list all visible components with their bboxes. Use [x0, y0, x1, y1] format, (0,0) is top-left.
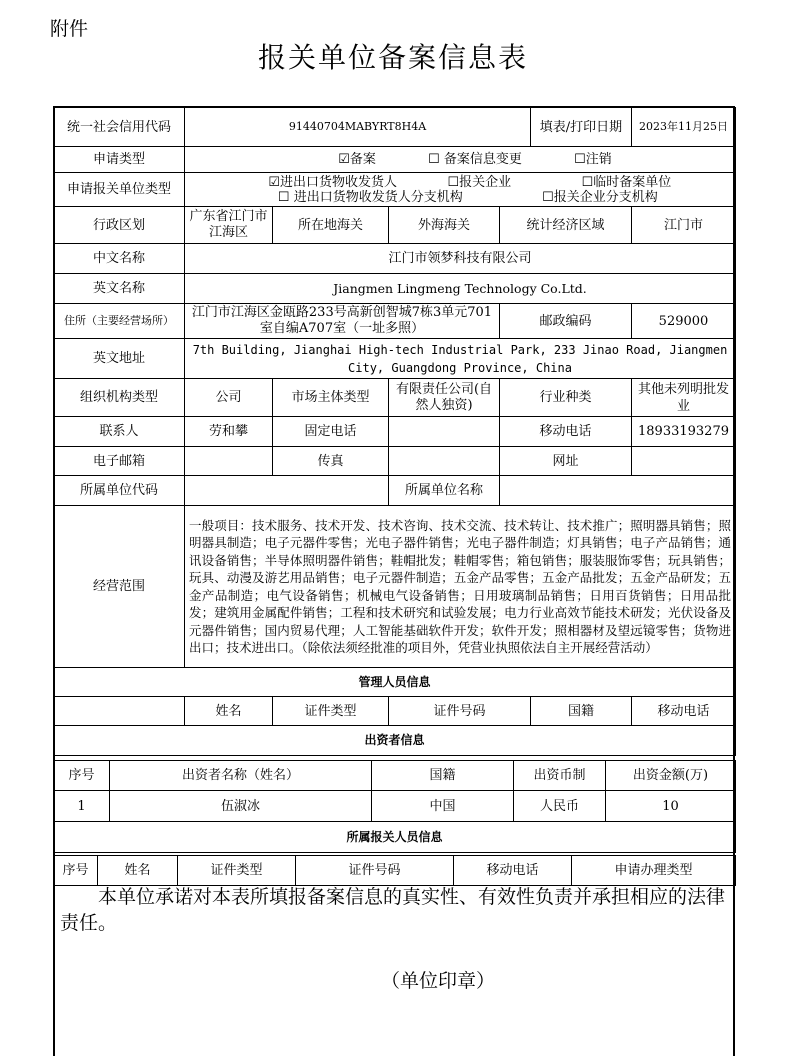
attachment-label: 附件 — [50, 18, 89, 40]
staff-header-id-type: 证件类型 — [178, 856, 296, 886]
managers-header-mobile: 移动电话 — [632, 697, 736, 726]
org-type-value: 公司 — [185, 379, 273, 417]
postcode-value: 529000 — [632, 304, 736, 339]
parent-code-value — [185, 476, 389, 506]
investors-header-nationality: 国籍 — [372, 761, 514, 791]
basic-info-table — [53, 107, 736, 756]
phone-label: 固定电话 — [273, 417, 389, 447]
investor-nationality: 中国 — [372, 791, 514, 822]
parent-code-label: 所属单位代码 — [54, 476, 185, 506]
email-label: 电子邮箱 — [54, 447, 185, 476]
staff-header-id-number: 证件号码 — [296, 856, 454, 886]
unit-type-options — [185, 173, 736, 207]
investor-name: 伍淑冰 — [110, 791, 372, 822]
parent-name-value — [500, 476, 736, 506]
investors-header-amount: 出资金额(万) — [606, 761, 736, 791]
customs-staff-section-title: 所属报关人员信息 — [54, 822, 736, 853]
managers-section-title: 管理人员信息 — [54, 668, 736, 697]
managers-blank-cell — [54, 697, 185, 726]
contact-label: 联系人 — [54, 417, 185, 447]
investor-amount: 10 — [606, 791, 736, 822]
customs-staff-table — [53, 855, 736, 886]
date-value: 2023年11月25日 — [632, 108, 736, 147]
region-label: 行政区划 — [54, 207, 185, 244]
phone-value — [389, 417, 500, 447]
mobile-value: 18933193279 — [632, 417, 736, 447]
scope-value: 一般项目：技术服务、技术开发、技术咨询、技术交流、技术转让、技术推广；照明器具销售；照明器具制造；电子元器件零售；光电子器件销售；光电子器件制造；灯具销售；电子产品销售；通讯设备销售；半导体照明器件销售；鞋帽批发；鞋帽零售；箱包销售；服装服饰零售；玩具销售；玩具、动漫及游艺用品销售；电子元器件制造；五金产品零售；五金产品批发；五金产品研发；五金产品制造；电气设备销售；机械电气设备销售；日用玻璃制品销售；日用百货销售；日用品批发；建筑用金属配件销售；工程和技术研究和试验发展；电力行业高效节能技术研发；光伏设备及元器件销售；国内贸易代理；人工智能基础软件开发；软件开发；照相器材及望远镜零售；货物进出口；技术进出口。（除依法须经批准的项目外，凭营业执照依法自主开展经营活动） — [185, 506, 736, 668]
en-address-value: 7th Building, Jianghai High-tech Industrial Park, 233 Jinao Road, Jiangmen City, Guangdong Province, China — [185, 339, 736, 379]
credit-code-value: 91440704MABYRT8H4A — [185, 108, 531, 147]
staff-header-name: 姓名 — [98, 856, 178, 886]
en-name-label: 英文名称 — [54, 274, 185, 304]
managers-header-name: 姓名 — [185, 697, 273, 726]
investor-currency: 人民币 — [514, 791, 606, 822]
entity-type-value: 有限责任公司(自然人独资) — [389, 379, 500, 417]
checkbox-broker: ☐报关企业 — [447, 174, 512, 190]
mobile-label: 移动电话 — [500, 417, 632, 447]
credit-code-label: 统一社会信用代码 — [54, 108, 185, 147]
application-type-label: 申请类型 — [54, 147, 185, 173]
staff-header-apply-type: 申请办理类型 — [572, 856, 736, 886]
address-value: 江门市江海区金瓯路233号高新创智城7栋3单元701室自编A707室（一址多照） — [185, 304, 500, 339]
fax-value — [389, 447, 500, 476]
checkbox-temporary: ☐临时备案单位 — [581, 174, 672, 190]
contact-value: 劳和攀 — [185, 417, 273, 447]
customs-value: 外海海关 — [389, 207, 500, 244]
org-type-label: 组织机构类型 — [54, 379, 185, 417]
investors-header-name: 出资者名称（姓名） — [110, 761, 372, 791]
industry-value: 其他未列明批发业 — [632, 379, 736, 417]
investor-index: 1 — [54, 791, 110, 822]
region-value: 广东省江门市江海区 — [185, 207, 273, 244]
checkbox-change: ☐ 备案信息变更 — [428, 152, 522, 167]
investors-section-title: 出资者信息 — [54, 726, 736, 756]
page-title: 报关单位备案信息表 — [257, 41, 528, 74]
investors-table — [53, 760, 736, 853]
en-name-value: Jiangmen Lingmeng Technology Co.Ltd. — [185, 274, 736, 304]
staff-header-mobile: 移动电话 — [454, 856, 572, 886]
investors-header-index: 序号 — [54, 761, 110, 791]
investors-header-currency: 出资币制 — [514, 761, 606, 791]
parent-name-label: 所属单位名称 — [389, 476, 500, 506]
cn-name-label: 中文名称 — [54, 244, 185, 274]
date-label: 填表/打印日期 — [531, 108, 632, 147]
email-value — [185, 447, 273, 476]
managers-header-id-number: 证件号码 — [389, 697, 531, 726]
en-address-label: 英文地址 — [54, 339, 185, 379]
econ-region-label: 统计经济区域 — [500, 207, 632, 244]
managers-header-id-type: 证件类型 — [273, 697, 389, 726]
scope-label: 经营范围 — [54, 506, 185, 668]
entity-type-label: 市场主体类型 — [273, 379, 389, 417]
econ-region-value: 江门市 — [632, 207, 736, 244]
application-type-options — [185, 147, 736, 173]
checkbox-consignee-branch: ☐ 进出口货物收发货人分支机构 — [277, 189, 463, 205]
table-row — [54, 791, 736, 822]
postcode-label: 邮政编码 — [500, 304, 632, 339]
website-label: 网址 — [500, 447, 632, 476]
customs-label: 所在地海关 — [273, 207, 389, 244]
cn-name-value: 江门市领梦科技有限公司 — [185, 244, 736, 274]
checkbox-broker-branch: ☐报关企业分支机构 — [542, 189, 658, 205]
fax-label: 传真 — [273, 447, 389, 476]
checkbox-cancel: ☐注销 — [574, 152, 612, 167]
address-label: 住所（主要经营场所） — [54, 304, 185, 339]
checkbox-consignee: ☑进出口货物收发货人 — [268, 174, 398, 190]
website-value — [632, 447, 736, 476]
managers-header-nationality: 国籍 — [531, 697, 632, 726]
checkbox-filing: ☑备案 — [338, 152, 376, 167]
industry-label: 行业种类 — [500, 379, 632, 417]
seal-placeholder: （单位印章） — [380, 970, 495, 992]
pledge-statement: 本单位承诺对本表所填报备案信息的真实性、有效性负责并承担相应的法律责任。 — [60, 886, 726, 934]
unit-type-label: 申请报关单位类型 — [54, 173, 185, 207]
staff-header-index: 序号 — [54, 856, 98, 886]
